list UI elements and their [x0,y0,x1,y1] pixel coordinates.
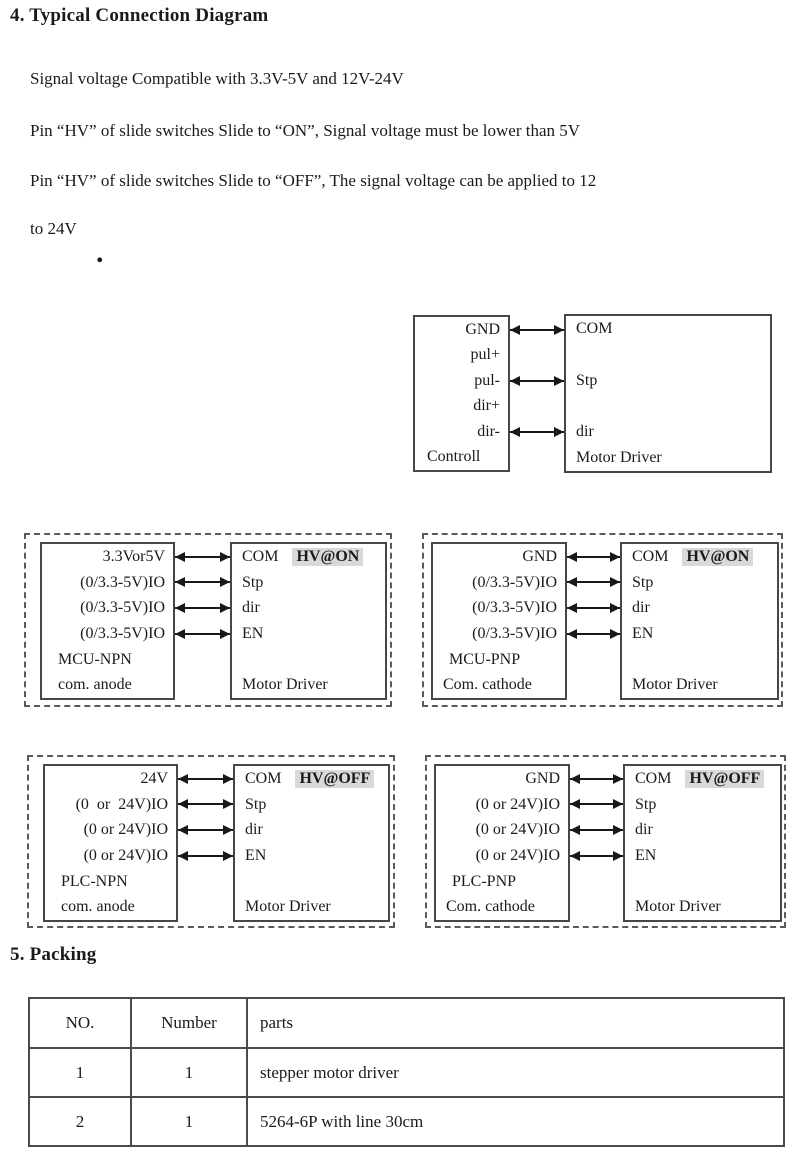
device-name: MCU-PNP [449,650,521,668]
pin-label: GND [522,547,557,565]
pin-label: COM [635,769,672,787]
pin-label: pul+ [470,346,500,364]
pin-label: (0/3.3-5V)IO [472,573,557,591]
double-arrow-icon [567,581,620,583]
paragraph-line: to 24V [30,219,77,238]
device-name: PLC-PNP [452,872,517,890]
table-header-row [29,998,784,1048]
pin-label: COM [576,319,613,337]
table-cell-no: 2 [29,1097,131,1146]
pin-label: dir [242,599,260,617]
motor-driver-box [620,542,779,700]
pin-row [622,544,777,570]
double-arrow-icon [175,633,230,635]
pin-label: Stp [576,371,598,389]
hv-mode-badge: HV@ON [292,548,363,566]
table-cell-number: 1 [131,1097,247,1146]
pin-label: dir [245,821,263,839]
motor-driver-box [564,314,772,473]
spacer-row [566,342,770,368]
pin-label: Stp [242,573,264,591]
device-sublabel: Com. cathode [446,898,535,916]
pin-label: (0/3.3-5V)IO [472,624,557,642]
pin-label: (0 or 24V)IO [475,821,560,839]
hv-mode-badge: HV@OFF [685,770,764,788]
table-row [29,1048,784,1097]
double-arrow-icon [178,778,233,780]
plc-pnp-box [434,764,570,922]
pin-row [235,766,388,792]
spacer-row [622,647,777,673]
double-arrow-icon [567,556,620,558]
motor-driver-box [233,764,390,922]
table-cell-parts: 5264-6P with line 30cm [247,1097,784,1146]
column-header-no: NO. [29,998,131,1048]
device-sublabel: com. anode [58,676,132,694]
pin-label: (0 or 24V)IO [83,846,168,864]
double-arrow-icon [178,829,233,831]
spacer-row [625,869,780,895]
double-arrow-icon [175,556,230,558]
box-title: Motor Driver [245,898,331,916]
pin-label: (0/3.3-5V)IO [80,624,165,642]
column-header-parts: parts [247,998,784,1048]
pin-label: dir [576,423,594,441]
double-arrow-icon [175,581,230,583]
pin-label: (0/3.3-5V)IO [80,599,165,617]
double-arrow-icon [570,829,623,831]
pin-row [232,544,385,570]
box-title: Controll [427,448,481,466]
box-title: Motor Driver [632,676,718,694]
double-arrow-icon [567,607,620,609]
spacer-row [235,869,388,895]
double-arrow-icon [570,855,623,857]
controller-box [413,315,510,472]
stray-period-dot: . [96,236,104,269]
pin-label: Stp [632,573,654,591]
pin-label: Stp [245,795,267,813]
pin-label: dir [635,821,653,839]
pin-label: COM [245,769,282,787]
double-arrow-icon [510,431,564,433]
section5-heading: 5. Packing [10,944,97,965]
spacer-row [232,647,385,673]
column-header-number: Number [131,998,247,1048]
pin-label: COM [242,547,279,565]
box-title: Motor Driver [242,676,328,694]
pin-label: Stp [635,795,657,813]
diagram-plc-pnp [425,755,786,928]
pin-label: EN [242,624,264,642]
mcu-pnp-box [431,542,567,700]
pin-label: EN [635,846,657,864]
device-name: MCU-NPN [58,650,132,668]
pin-label: 24V [140,769,168,787]
section4-heading: 4. Typical Connection Diagram [10,5,269,26]
device-sublabel: com. anode [61,898,135,916]
double-arrow-icon [570,803,623,805]
box-title: Motor Driver [576,449,662,467]
pin-label: (0/3.3-5V)IO [80,573,165,591]
double-arrow-icon [178,855,233,857]
diagram-mcu-npn [24,533,392,707]
table-cell-number: 1 [131,1048,247,1097]
hv-mode-badge: HV@ON [682,548,753,566]
motor-driver-box [230,542,387,700]
paragraph-line: Signal voltage Compatible with 3.3V-5V and 12V-24V [30,69,404,88]
diagram-plc-npn [27,755,395,928]
device-name: PLC-NPN [61,872,128,890]
box-title: Motor Driver [635,898,721,916]
spacer-row [566,393,770,419]
pin-label: 3.3Vor5V [102,547,165,565]
paragraph-line: Pin “HV” of slide switches Slide to “ON”, Signal voltage must be lower than 5V [30,121,581,140]
double-arrow-icon [510,329,564,331]
double-arrow-icon [570,778,623,780]
pin-label: dir- [477,422,500,440]
pin-row [625,766,780,792]
pin-label: (0/3.3-5V)IO [472,599,557,617]
pin-label: (0 or 24V)IO [475,846,560,864]
double-arrow-icon [567,633,620,635]
table-cell-no: 1 [29,1048,131,1097]
table-cell-parts: stepper motor driver [247,1048,784,1097]
pin-label: dir+ [473,397,500,415]
controller-motor-driver-diagram [410,310,776,477]
hv-mode-badge: HV@OFF [295,770,374,788]
table-row [29,1097,784,1146]
pin-label: COM [632,547,669,565]
pin-label: (0 or 24V)IO [83,821,168,839]
pin-label: EN [245,846,267,864]
pin-label: pul- [474,371,500,389]
pin-label: (0 or 24V)IO [475,795,560,813]
motor-driver-box [623,764,782,922]
pin-label: (0 or 24V)IO [75,795,168,813]
device-sublabel: Com. cathode [443,676,532,694]
mcu-npn-box [40,542,175,700]
double-arrow-icon [175,607,230,609]
pin-label: GND [465,320,500,338]
pin-label: EN [632,624,654,642]
pin-label: GND [525,769,560,787]
double-arrow-icon [178,803,233,805]
pin-label: dir [632,599,650,617]
paragraph-line: Pin “HV” of slide switches Slide to “OFF”, The signal voltage can be applied to 12 [30,171,597,190]
double-arrow-icon [510,380,564,382]
diagram-mcu-pnp [422,533,783,707]
packing-table [28,997,785,1147]
plc-npn-box [43,764,178,922]
